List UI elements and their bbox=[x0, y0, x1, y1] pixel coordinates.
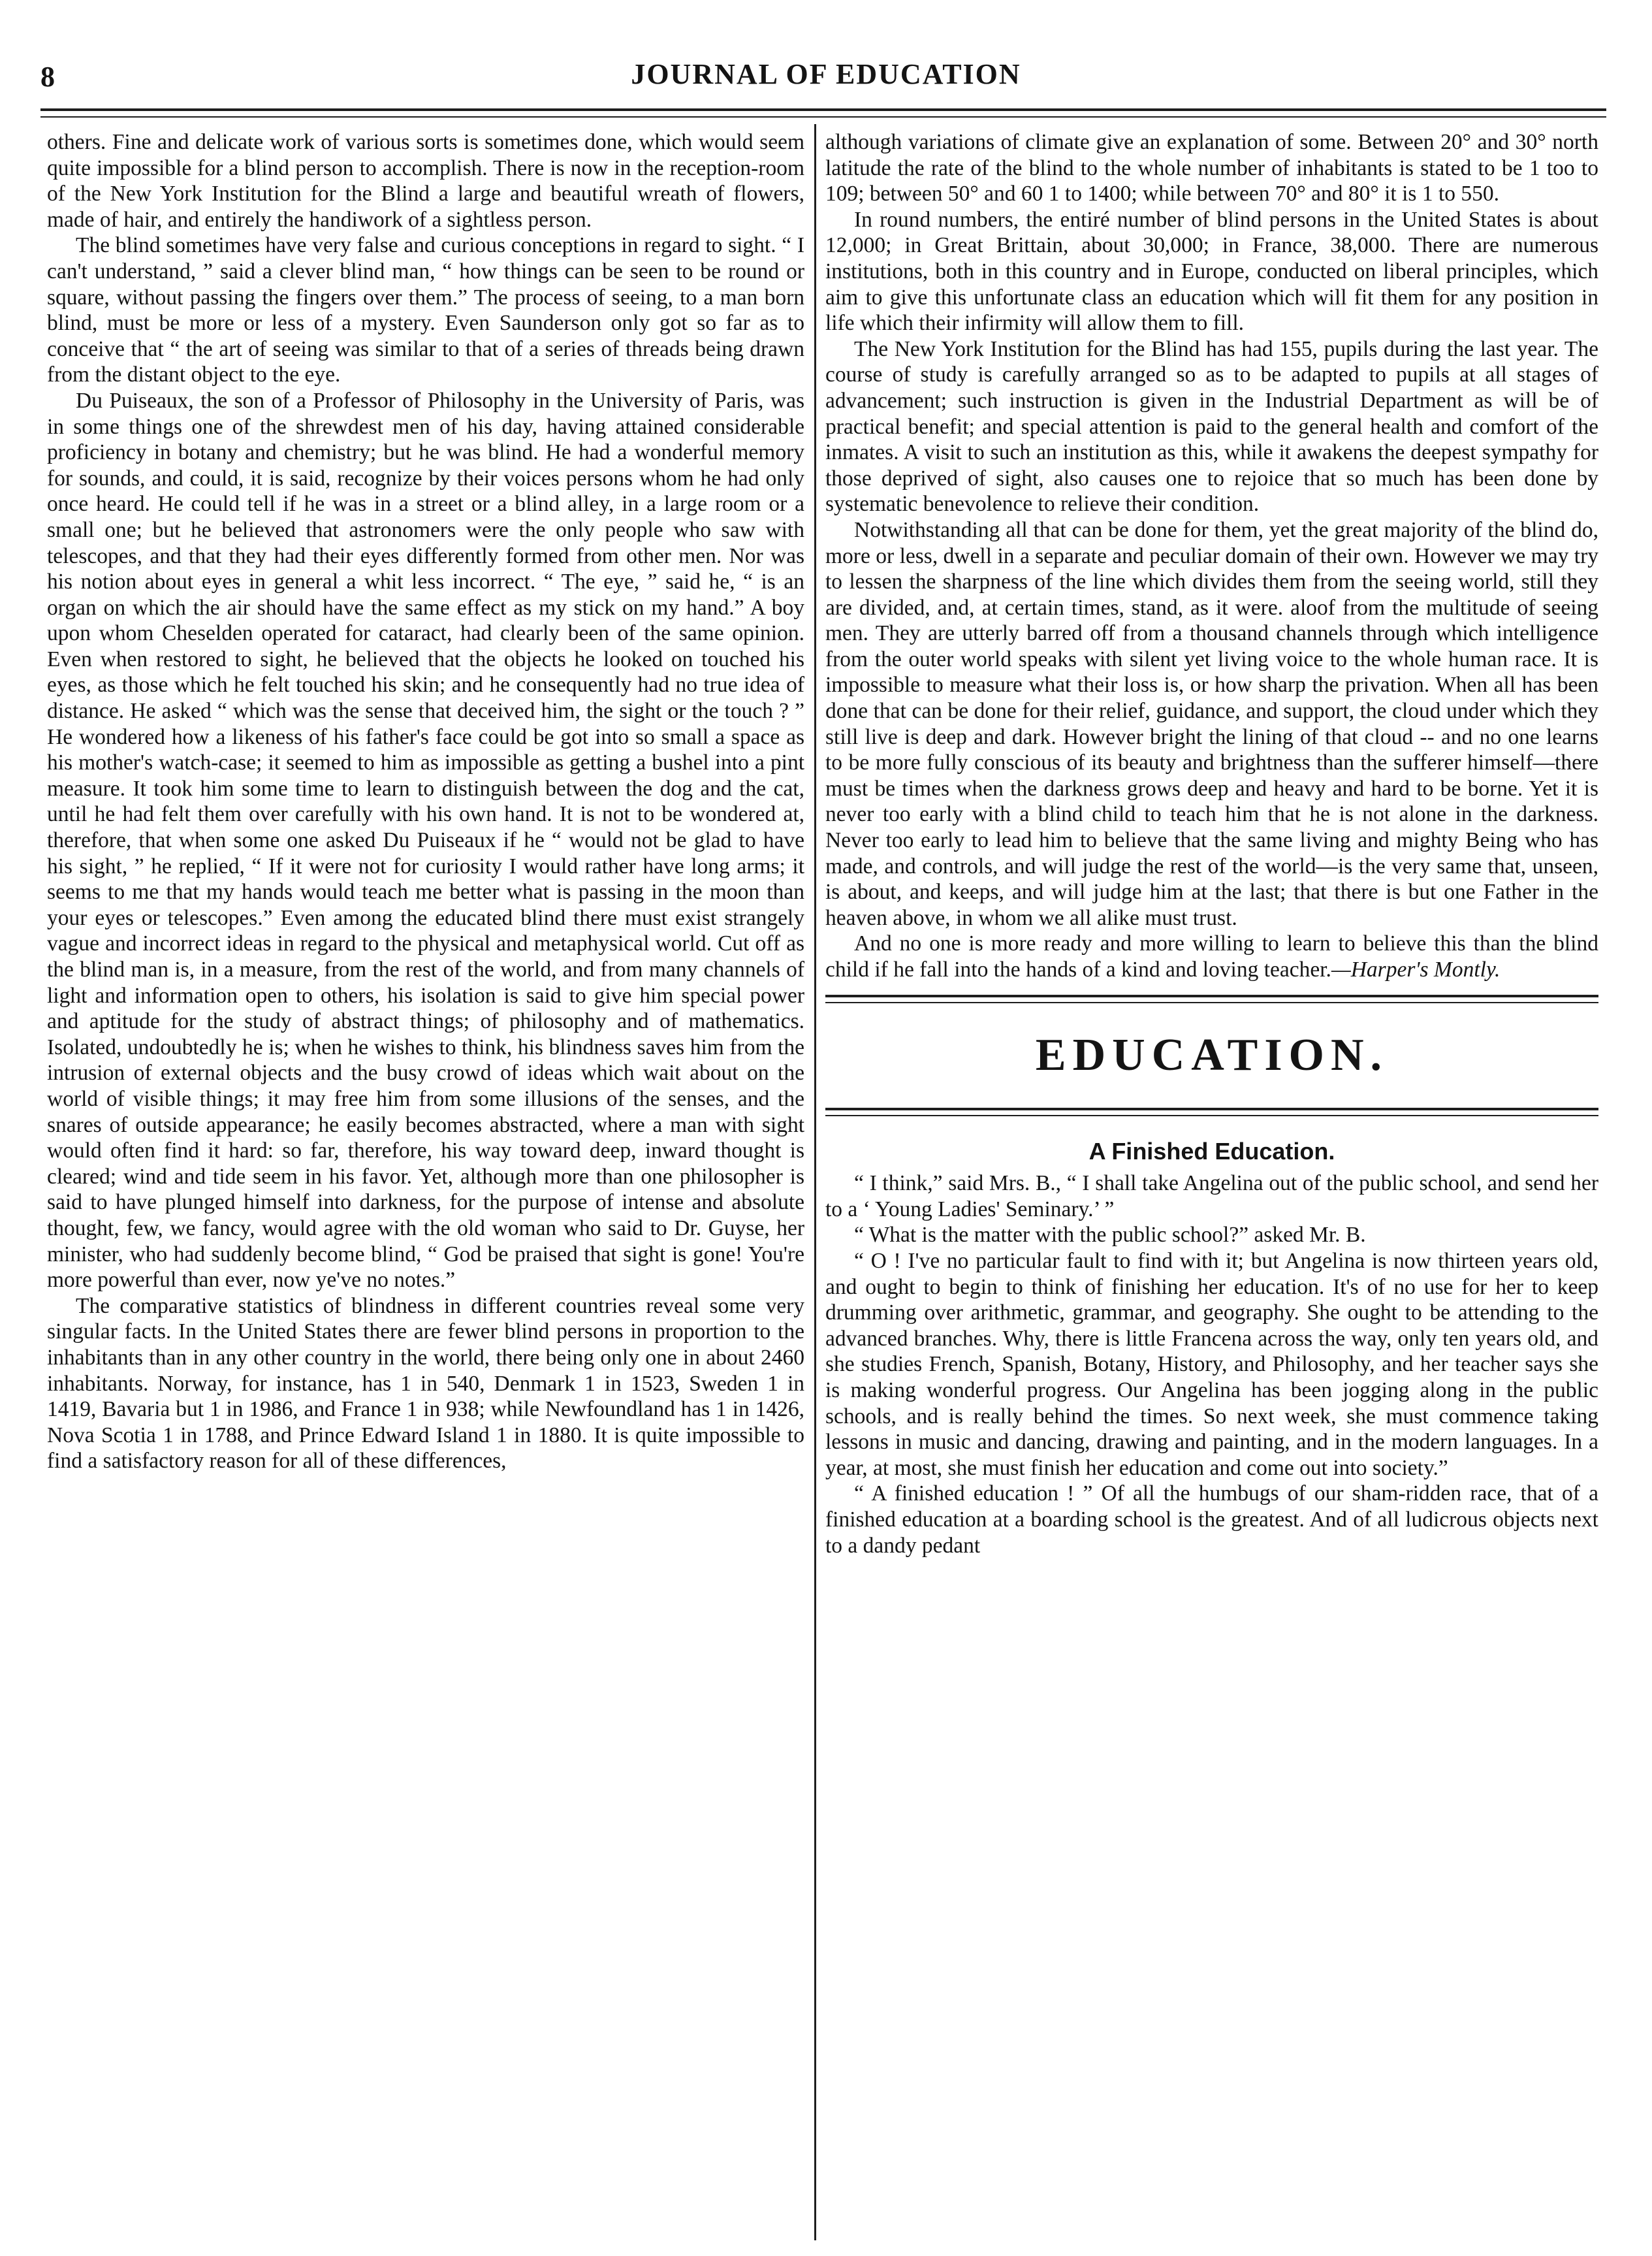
paragraph bbox=[825, 931, 1598, 982]
paragraph: Notwithstanding all that can be done for them, yet the great majority of the blind do, more or less, dwell in a separate and peculiar domain of their own. However we may try to lessen the sharpness of the line which divides them from the seeing world, still they are divided, and, at certain times, stand, as it were. aloof from the multitude of seeing men. They are utterly barred off from a thousand channels through which intelligence from the outer world speaks with silent yet living voice to the whole human race. It is impossible to measure what their loss is, or how sharp the privation. When all has been done that can be done for their relief, guidance, and support, the cloud under which they still live is deep and dark. However bright the lining of that cloud -- and no one learns to be more fully conscious of its beauty and brightness than the sufferer himself—there must be times when the darkness grows deep and heavy and hard to be borne. Yet it is never too early with a blind child to teach him that he is not alone in the darkness. Never too early to lead him to believe that the same living and mighty Being who has made, and controls, and will judge the rest of the world—is the very same that, unseen, is about, and keeps, and will judge him at the last; that there is but one Father in the heaven above, in whom we all alike must trust. bbox=[825, 517, 1598, 930]
section-rule-thin bbox=[825, 1115, 1598, 1116]
paragraph: The New York Institution for the Blind has had 155, pupils during the last year. The course of study is carefully arranged so as to be adapted to pupils at all stages of advancement; such instruction is given in the Industrial Department as will be of practical benefit; and special attention is paid to the general health and comfort of the inmates. A visit to such an institution as this, while it awakens the deepest sympathy for those deprived of sight, also causes one to rejoice that so much has been done by systematic benevolence to relieve their condition. bbox=[825, 336, 1598, 517]
paragraph: The comparative statistics of blindness in different countries reveal some very singular facts. In the United States there are fewer blind persons in proportion to the inhabitants than in any other country in the world, there being only one in about 2460 inhabitants. Norway, for instance, has 1 in 540, Denmark 1 in 1523, Sweden 1 in 1419, Bavaria but 1 in 1986, and France 1 in 938; while Newfoundland has 1 in 1426, Nova Scotia 1 in 1788, and Prince Edward Island 1 in 1880. It is quite impossible to find a satisfactory reason for all of these differences, bbox=[47, 1293, 804, 1474]
section-rule-thick bbox=[825, 995, 1598, 997]
header-rule-thick bbox=[40, 108, 1606, 111]
running-head-title: JOURNAL OF EDUCATION bbox=[631, 58, 1021, 90]
section-rule-thick bbox=[825, 1108, 1598, 1110]
paragraph: “ I think,” said Mrs. B., “ I shall take Angelina out of the public school, and send her to a ‘ Young Ladies' Seminary.’ ” bbox=[825, 1171, 1598, 1221]
right-column bbox=[825, 129, 1598, 1558]
section-title: EDUCATION. bbox=[1035, 1029, 1389, 1080]
paragraph: Du Puiseaux, the son of a Professor of Philosophy in the University of Paris, was in some things one of the shrewdest men of his day, having attained considerable proficiency in botany and chemistry; but he was blind. He had a wonderful memory for sounds, and could, it is said, recognize by their voices persons whom he had only once heard. He could tell if he was in a street or a blind alley, in a large room or a small one; but he believed that astronomers were the only people who saw with telescopes, and that they had their eyes differently formed from other men. Nor was his notion about eyes in general a whit less incorrect. “ The eye, ” said he, “ is an organ on which the air should have the same effect as my stick on my hand.” A boy upon whom Cheselden operated for cataract, had clearly been of the same opinion. Even when restored to sight, he believed that the objects he looked on touched his eyes, as those which he felt touched his skin; and he consequently had no true idea of distance. He asked “ which was the sense that deceived him, the sight or the touch ? ” He wondered how a likeness of his father's face could be got into so small a space as his mother's watch-case; it seemed to him as impossible as getting a bushel into a pint measure. It took him some time to learn to distinguish between the dog and the cat, until he had felt them over carefully with his own hand. It is not to be wondered at, therefore, that when some one asked Du Puiseaux if he “ would not be glad to have his sight, ” he replied, “ If it were not for curiosity I would rather have long arms; it seems to me that my hands would teach me better what is passing in the moon than your eyes or telescopes.” Even among the educated blind there must exist strangely vague and incorrect ideas in regard to the physical and metaphysical world. Cut off as the blind man is, in a measure, from the rest of the world, and from many channels of light and information open to others, his isolation is said to give him special power and aptitude for the study of abstract things; of philosophy and of mathematics. Isolated, undoubtedly he is; when he wishes to think, his blindness saves him from the intrusion of external objects and the busy crowd of ideas which wait about on the world of visible things; it may free him from some illusions of the senses, and the snares of outside appearance; he easily becomes abstracted, where a man with sight would often find it hard: so far, therefore, his way toward deep, inward thought is cleared; wind and tide seem in his favor. Yet, although more than one philosopher is said to have plunged himself into darkness, for the purpose of intense and absolute thought, few, we fancy, would agree with the old woman who said to Dr. Guyse, her minister, who had suddenly become blind, “ God be praised that sight is gone! You're more powerful than ever, now ye've no notes.” bbox=[47, 388, 804, 1293]
paragraph: although variations of climate give an explanation of some. Between 20° and 30° north latitude the rate of the blind to the whole number of inhabitants is stated to be 1 too to 109; between 50° and 60 1 to 1400; while between 70° and 80° it is 1 to 550. bbox=[825, 130, 1598, 206]
paragraph-text: And no one is more ready and more willing to learn to believe this than the blind child if he fall into the hands of a kind and loving teacher. bbox=[825, 931, 1598, 982]
paragraph: In round numbers, the entiré number of blind persons in the United States is about 12,000; in Great Brittain, about 30,000; in France, 38,000. There are numerous institutions, both in this country and in Europe, conducted on liberal principles, which aim to give this unfortunate class an education which will fit them for any position in life which their infirmity will allow them to fill. bbox=[825, 207, 1598, 336]
paragraph: “ O ! I've no particular fault to find with it; but Angelina is now thirteen years old, and ought to begin to think of finishing her education. It's of no use for her to keep drumming over arithmetic, grammar, and geography. She ought to be attending to the advanced branches. Why, there is little Francena across the way, only ten years old, and she studies French, Spanish, Botany, History, and Philosophy, and her teacher says she is making wonderful progress. Our Angelina has been jogging along in the public schools, and is really behind the times. So next week, she must commence taking lessons in music and dancing, drawing and painting, and in the modern languages. In a year, at most, she must finish her education and come out into society.” bbox=[825, 1248, 1598, 1480]
paragraph: “ What is the matter with the public school?” asked Mr. B. bbox=[854, 1223, 1366, 1248]
page-number: 8 bbox=[40, 61, 55, 93]
article-source: —Harper's Montly. bbox=[1331, 958, 1501, 982]
article-title: A Finished Education. bbox=[1088, 1137, 1335, 1165]
paragraph: The blind sometimes have very false and curious conceptions in regard to sight. “ I can't understand, ” said a clever blind man, “ how things can be seen to be round or square, without passing the fingers over them.” The process of seeing, to a man born blind, must be more or less of a mystery. Even Saunderson only got so far as to conceive that “ the art of seeing was similar to that of a series of threads being drawn from the distant object to the eye. bbox=[47, 233, 804, 387]
paragraph: “ A finished education ! ” Of all the humbugs of our sham-ridden race, that of a finished education at a boarding school is the greatest. And of all ludicrous objects next to a dandy pedant bbox=[825, 1481, 1598, 1558]
column-divider bbox=[814, 124, 816, 2240]
section-rule-thin bbox=[825, 1002, 1598, 1003]
left-column bbox=[47, 129, 804, 1474]
header-rule-thin bbox=[40, 116, 1606, 118]
paragraph: others. Fine and delicate work of various sorts is sometimes done, which would seem quite impossible for a blind person to accomplish. There is now in the reception-room of the New York Institution for the Blind a large and beautiful wreath of flowers, made of hair, and entirely the handiwork of a sightless person. bbox=[47, 130, 804, 232]
